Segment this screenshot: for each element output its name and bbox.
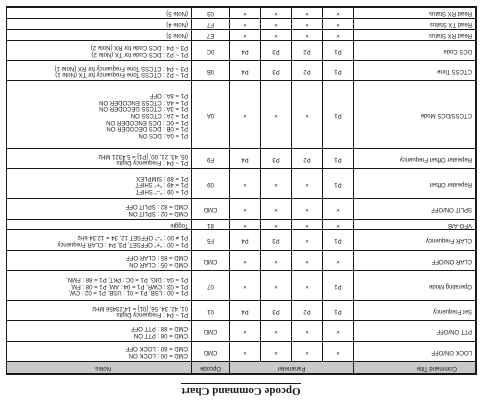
header-parameter: Parameter [229, 362, 353, 374]
note-line: (Note 5) [166, 10, 188, 17]
command-title-cell: VFO-A/B [354, 219, 476, 230]
notes-cell [6, 219, 191, 230]
header-command-title: Command Title [354, 362, 476, 374]
note-line: CMD = 85 : CLAR OFF [126, 254, 188, 261]
note-line: Toggle [170, 221, 188, 228]
parameter-p2-cell: × [292, 199, 323, 219]
notes-cell [6, 199, 191, 219]
opcode-cell: 09 [191, 169, 229, 199]
note-line: P1 = 00 : "+" OFFSET, P3, P4 : CLAR Frequency [57, 240, 188, 247]
note-line: P1 = 0B : DCS DECODER ON [106, 125, 188, 132]
note-line: P1 = 0A : DIG, P1 = 0C : PKT, P1 = 88 : FMN, [66, 276, 188, 283]
parameter-p1-cell: P1 [323, 230, 354, 250]
table-row [6, 29, 475, 40]
parameter-p1-cell: × [323, 8, 354, 19]
notes-cell [6, 321, 191, 341]
parameter-p4-cell: P4 [229, 40, 260, 60]
command-title-cell: CTCSS/DCS Mode [354, 81, 476, 149]
parameter-p3-cell: × [261, 8, 292, 19]
command-title-cell: CLAR Frequency [354, 230, 476, 250]
table-row [6, 81, 475, 149]
header-opcode: Opcode [191, 362, 229, 374]
command-title-cell: Read TX Status [354, 19, 476, 30]
note-line: 01, 42, 34, 56, [01] = 14.23456 MHz [92, 304, 188, 311]
table-row [6, 199, 475, 219]
parameter-p1-cell: P1 [323, 300, 354, 320]
parameter-p2-cell: × [292, 19, 323, 30]
note-line: P1 = 89 : SIMPLEX [136, 174, 188, 181]
table-header [6, 362, 475, 374]
parameter-p1-cell: P1 [323, 40, 354, 60]
note-line: CMD = 00 : LOCK ON [128, 351, 188, 358]
parameter-p2-cell: × [292, 230, 323, 250]
note-line: (Note 4) [166, 21, 188, 28]
parameter-p2-cell: × [292, 219, 323, 230]
parameter-p4-cell: × [229, 250, 260, 270]
table-row [6, 250, 475, 270]
notes-cell [6, 250, 191, 270]
notes-cell [6, 149, 191, 169]
note-line: P1 = 2A : CTCSS ON [130, 112, 188, 119]
note-line: P1 = 49 : "+" SHIFT [135, 181, 188, 188]
opcode-cell: 0A [191, 81, 229, 149]
parameter-p4-cell: × [229, 29, 260, 40]
note-line: P1 = 03 : CWR, P1 = 04 : AM, P1 = 08 : FM, [70, 282, 188, 289]
table-row [6, 219, 475, 230]
opcode-cell: CMD [191, 321, 229, 341]
parameter-p2-cell: × [292, 29, 323, 40]
parameter-p2-cell: × [292, 169, 323, 199]
note-line: P1 ~ P2 : DCS Code for TX (Note 2) [91, 51, 188, 58]
parameter-p4-cell: P4 [229, 61, 260, 81]
parameter-p1-cell: × [323, 250, 354, 270]
parameter-p1-cell: P1 [323, 61, 354, 81]
opcode-cell: 0C [191, 40, 229, 60]
table-row [6, 61, 475, 81]
note-line: CMD = 82 : SPLIT OFF [125, 202, 188, 209]
parameter-p2-cell: P2 [292, 149, 323, 169]
opcode-cell: 81 [191, 219, 229, 230]
note-line: (Note 3) [166, 32, 188, 39]
parameter-p2-cell: P2 [292, 61, 323, 81]
opcode-cell: 0B [191, 61, 229, 81]
note-line: P1 = 00 : LSB, P1 = 01 : USB, P1 = 02 : CW, [68, 289, 188, 296]
opcode-cell: CMD [191, 250, 229, 270]
note-line: CMD = 88 : PTT OFF [130, 324, 188, 331]
parameter-p3-cell: × [261, 29, 292, 40]
parameter-p2-cell: × [292, 250, 323, 270]
command-title-cell: LOCK ON/OFF [354, 341, 476, 361]
parameter-p3-cell: P3 [261, 61, 292, 81]
parameter-p4-cell: × [229, 8, 260, 19]
table-body [6, 8, 475, 362]
command-title-cell: Read RX Status [354, 8, 476, 19]
parameter-p1-cell: × [323, 19, 354, 30]
parameter-p2-cell: P2 [292, 300, 323, 320]
parameter-p1-cell: P1 [323, 271, 354, 301]
command-title-cell: CTCSS Tone [354, 61, 476, 81]
note-line: CMD = 02 : SPLIT ON [128, 209, 188, 216]
parameter-p1-cell: × [323, 219, 354, 230]
notes-cell [6, 61, 191, 81]
notes-cell [6, 40, 191, 60]
parameter-p3-cell: × [261, 321, 292, 341]
notes-cell [6, 230, 191, 250]
table-row [6, 230, 475, 250]
note-line: P1 = 0C : DCS ENCODER ON [106, 118, 188, 125]
opcode-cell: CMD [191, 199, 229, 219]
table-row [6, 149, 475, 169]
parameter-p3-cell: P3 [261, 230, 292, 250]
note-line: P1 ~ P4 : Frequency Digits [116, 311, 188, 318]
parameter-p1-cell: P1 [323, 149, 354, 169]
parameter-p1-cell: × [323, 29, 354, 40]
header-notes: Notes [6, 362, 191, 374]
note-line: P1 ~ P4 : Frequency Digits [116, 159, 188, 166]
parameter-p1-cell: × [323, 341, 354, 361]
parameter-p4-cell: × [229, 219, 260, 230]
table-row [6, 40, 475, 60]
parameter-p4-cell: × [229, 341, 260, 361]
note-line: 05, 43, 21, 00, [P1] = 5.4321 MHz [98, 152, 188, 159]
parameter-p4-cell: × [229, 321, 260, 341]
parameter-p3-cell: × [261, 341, 292, 361]
parameter-p3-cell: P3 [261, 149, 292, 169]
notes-cell [6, 169, 191, 199]
parameter-p4-cell: P4 [229, 300, 260, 320]
notes-cell [6, 300, 191, 320]
note-line: CMD = 05 : CLAR ON [129, 261, 188, 268]
parameter-p4-cell: × [229, 19, 260, 30]
note-line: P1 = 0A : DCS ON [138, 131, 188, 138]
note-line: CMD = 80 : LOCK OFF [125, 345, 188, 352]
command-title-cell: Repeater Offset [354, 169, 476, 199]
parameter-p2-cell: × [292, 321, 323, 341]
note-line: P3 ~ P4 : DCS Code for RX (Note 2) [90, 44, 188, 51]
parameter-p1-cell: P1 [323, 169, 354, 199]
parameter-p4-cell: P4 [229, 149, 260, 169]
parameter-p2-cell: × [292, 341, 323, 361]
parameter-p3-cell: × [261, 169, 292, 199]
parameter-p1-cell: P1 [323, 81, 354, 149]
parameter-p3-cell: × [261, 19, 292, 30]
parameter-p4-cell: × [229, 81, 260, 149]
parameter-p4-cell: × [229, 169, 260, 199]
note-line: P1 = 09 : "–" SHIFT [135, 187, 188, 194]
parameter-p2-cell: × [292, 8, 323, 19]
opcode-cell: F7 [191, 19, 229, 30]
table-row [6, 19, 475, 30]
chart-caption-text: Opcode Command Chart [181, 385, 301, 397]
table-row [6, 271, 475, 301]
opcode-cell: E7 [191, 29, 229, 40]
table-row [6, 321, 475, 341]
parameter-p1-cell: × [323, 199, 354, 219]
command-title-cell: DCS Code [354, 40, 476, 60]
opcode-cell: 03 [191, 8, 229, 19]
note-line: P1 ~ P2 : CTCSS Tone Frequency for TX (Note 1) [55, 71, 188, 78]
notes-cell [6, 29, 191, 40]
opcode-command-table [6, 7, 476, 374]
note-line: CMD = 08 : PTT ON [133, 331, 188, 338]
parameter-p2-cell: × [292, 271, 323, 301]
opcode-cell: CMD [191, 341, 229, 361]
note-line: P1 = 8A : OFF [149, 92, 188, 99]
opcode-cell: F5 [191, 230, 229, 250]
parameter-p3-cell: P3 [261, 40, 292, 60]
table-row [6, 341, 475, 361]
command-title-cell: CLAR ON/OFF [354, 250, 476, 270]
opcode-cell: 07 [191, 271, 229, 301]
note-line: P1 ≠ 00 : "–" OFFSET 12, 34 = 12.34 kHz [77, 234, 188, 241]
parameter-p1-cell: × [323, 321, 354, 341]
parameter-p3-cell: × [261, 81, 292, 149]
parameter-p3-cell: P3 [261, 300, 292, 320]
parameter-p4-cell: × [229, 199, 260, 219]
parameter-p3-cell: × [261, 219, 292, 230]
note-line: P1 = 4A : CTCSS ENCODER ON [99, 98, 188, 105]
chart-caption [0, 381, 482, 397]
opcode-cell: 01 [191, 300, 229, 320]
note-line: P3 ~ P4 : CTCSS Tone Frequency for RX (Note 1) [54, 64, 188, 71]
opcode-table-frame [6, 6, 477, 375]
parameter-p4-cell: P4 [229, 230, 260, 250]
table-row [6, 8, 475, 19]
parameter-p3-cell: × [261, 250, 292, 270]
notes-cell [6, 8, 191, 19]
command-title-cell: PTT ON/OFF [354, 321, 476, 341]
header-row [6, 362, 475, 374]
command-title-cell: Operating Mode [354, 271, 476, 301]
command-title-cell: Read RX Status [354, 29, 476, 40]
table-row [6, 169, 475, 199]
opcode-cell: F9 [191, 149, 229, 169]
parameter-p2-cell: × [292, 81, 323, 149]
parameter-p4-cell: × [229, 271, 260, 301]
parameter-p2-cell: P2 [292, 40, 323, 60]
command-title-cell: SPLIT ON/OFF [354, 199, 476, 219]
command-title-cell: Set Frequency [354, 300, 476, 320]
command-title-cell: Repeater Offset Frequency [354, 149, 476, 169]
table-row [6, 300, 475, 320]
parameter-p3-cell: × [261, 271, 292, 301]
notes-cell [6, 81, 191, 149]
notes-cell [6, 341, 191, 361]
notes-cell [6, 19, 191, 30]
note-line: P1 = 3A : CTCSS DECODER ON [99, 105, 188, 112]
notes-cell [6, 271, 191, 301]
parameter-p3-cell: × [261, 199, 292, 219]
